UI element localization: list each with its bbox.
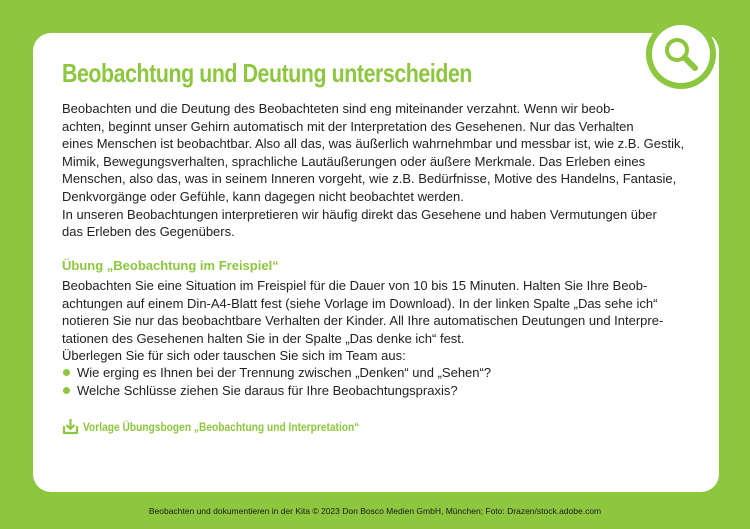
exercise-paragraph <box>62 277 682 365</box>
page-title: Beobachtung und Deutung unterscheiden <box>62 58 473 88</box>
download-link[interactable] <box>62 417 408 436</box>
list-item: Welche Schlüsse ziehen Sie daraus für Ihre Beobachtungspraxis? <box>62 382 491 400</box>
download-icon <box>62 417 79 436</box>
intro-paragraph <box>62 100 685 241</box>
footer-credit: Beobachten und dokumentieren in der Kita © 2023 Don Bosco Medien GmbH, München; Foto: Drazen/stock.adobe.com <box>148 506 602 516</box>
magnifier-badge <box>646 19 716 89</box>
exercise-bullet-list <box>62 364 491 399</box>
intro-line: Menschen, also das, was in seinem Inneren vorgeht, wie z.B. Bedürfnisse, Motive des Handelns, Fantasie, <box>62 171 677 187</box>
exercise-line: Beobachten Sie eine Situation im Freispiel für die Dauer von 10 bis 15 Minuten. Halten Sie Ihre Beob- <box>62 278 648 293</box>
exercise-heading: Übung „Beobachtung im Freispiel“ <box>62 258 279 273</box>
exercise-line: notieren Sie nur das beobachtbare Verhalten der Kinder. All Ihre automatischen Deutungen und Interpre- <box>62 313 664 329</box>
exercise-line: Überlegen Sie für sich oder tauschen Sie sich im Team aus: <box>62 348 406 364</box>
exercise-line: tationen des Gesehenen halten Sie in der Spalte „Das denke ich“ fest. <box>62 330 465 346</box>
intro-line: Mimik, Bewegungsverhalten, sprachliche Lautäußerungen oder äußere Merkmale. Das Erleben eines <box>62 153 646 169</box>
intro-line: Beobachten und die Deutung des Beobachteten sind eng miteinander verzahnt. Wenn wir beob- <box>62 101 615 116</box>
intro-line: In unseren Beobachtungen interpretieren wir häufig direkt das Gesehene und haben Vermutungen über <box>62 206 657 222</box>
intro-line: achten, beginnt unser Gehirn automatisch mit der Interpretation des Gesehenen. Nur das Verhalten <box>62 118 634 134</box>
intro-line: Denkvorgänge oder Gefühle, kann dagegen nicht beobachtet werden. <box>62 188 464 204</box>
list-item: Wie erging es Ihnen bei der Trennung zwischen „Denken“ und „Sehen“? <box>62 364 491 382</box>
intro-line: das Erleben des Gegenübers. <box>62 224 235 240</box>
intro-line: eines Menschen ist beobachtbar. Also all das, was äußerlich wahrnehmbar und messbar ist, wie z.B. Gestik, <box>62 136 685 152</box>
exercise-line: achtungen auf einem Din-A4-Blatt fest (siehe Vorlage im Download). In der linken Spalte „Das sehe ich“ <box>62 295 658 311</box>
download-label[interactable]: Vorlage Übungsbogen „Beobachtung und Interpretation“ <box>83 419 360 434</box>
magnifier-icon <box>661 34 701 74</box>
